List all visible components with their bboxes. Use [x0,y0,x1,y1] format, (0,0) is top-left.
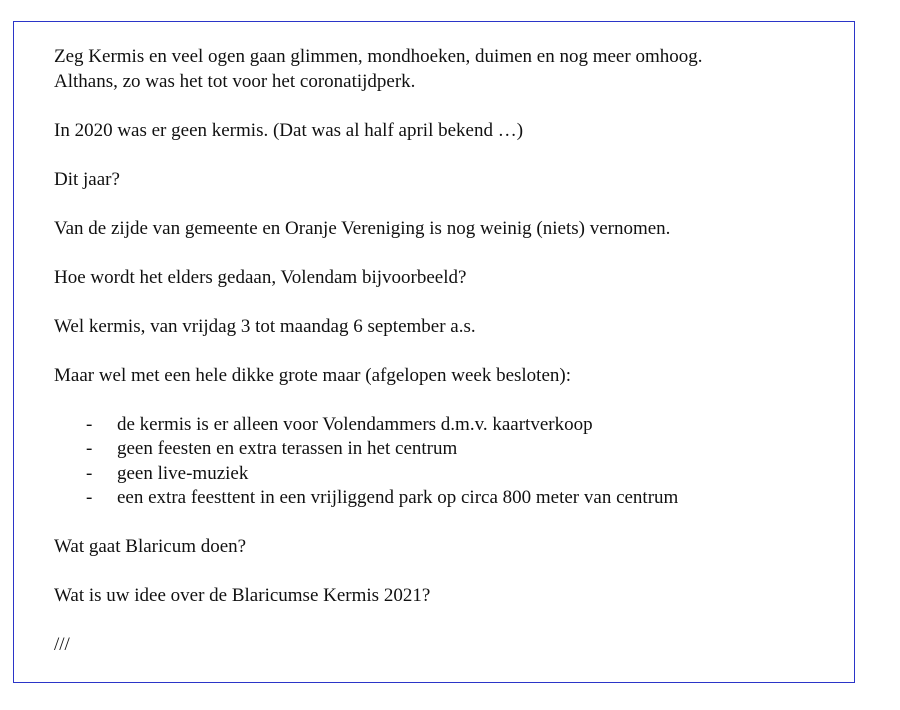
intro-line-2: Althans, zo was het tot voor het coronatijdperk. [54,70,416,92]
paragraph-maar: Maar wel met een hele dikke grote maar (afgelopen week besloten): [54,364,571,386]
bullet-marker: - [86,413,93,435]
list-item-text: geen live-muziek [117,462,249,484]
paragraph-elders: Hoe wordt het elders gedaan, Volendam bijvoorbeeld? [54,266,467,288]
document-body [54,45,844,658]
document-frame [13,21,855,683]
bullet-list [54,413,844,511]
intro-line-1: Zeg Kermis en veel ogen gaan glimmen, mondhoeken, duimen en nog meer omhoog. [54,46,703,67]
paragraph-2020: In 2020 was er geen kermis. (Dat was al half april bekend …) [54,119,524,141]
list-item-text: de kermis is er alleen voor Volendammers d.m.v. kaartverkoop [117,413,593,435]
list-item-text: geen feesten en extra terassen in het centrum [117,438,458,459]
paragraph-gemeente: Van de zijde van gemeente en Oranje Vereniging is nog weinig (niets) vernomen. [54,217,671,239]
list-item [54,437,844,462]
paragraph-end-marks: /// [54,634,70,655]
bullet-marker: - [86,487,93,508]
list-item-text: een extra feesttent in een vrijliggend park op circa 800 meter van centrum [117,487,679,508]
bullet-marker: - [86,438,93,459]
paragraph-wel-kermis: Wel kermis, van vrijdag 3 tot maandag 6 september a.s. [54,315,476,337]
paragraph-dit-jaar: Dit jaar? [54,168,120,190]
list-item [54,486,844,511]
list-item [54,413,844,438]
paragraph-blaricum: Wat gaat Blaricum doen? [54,536,247,557]
bullet-marker: - [86,462,93,484]
list-item [54,462,844,487]
paragraph-idee: Wat is uw idee over de Blaricumse Kermis 2021? [54,585,431,606]
